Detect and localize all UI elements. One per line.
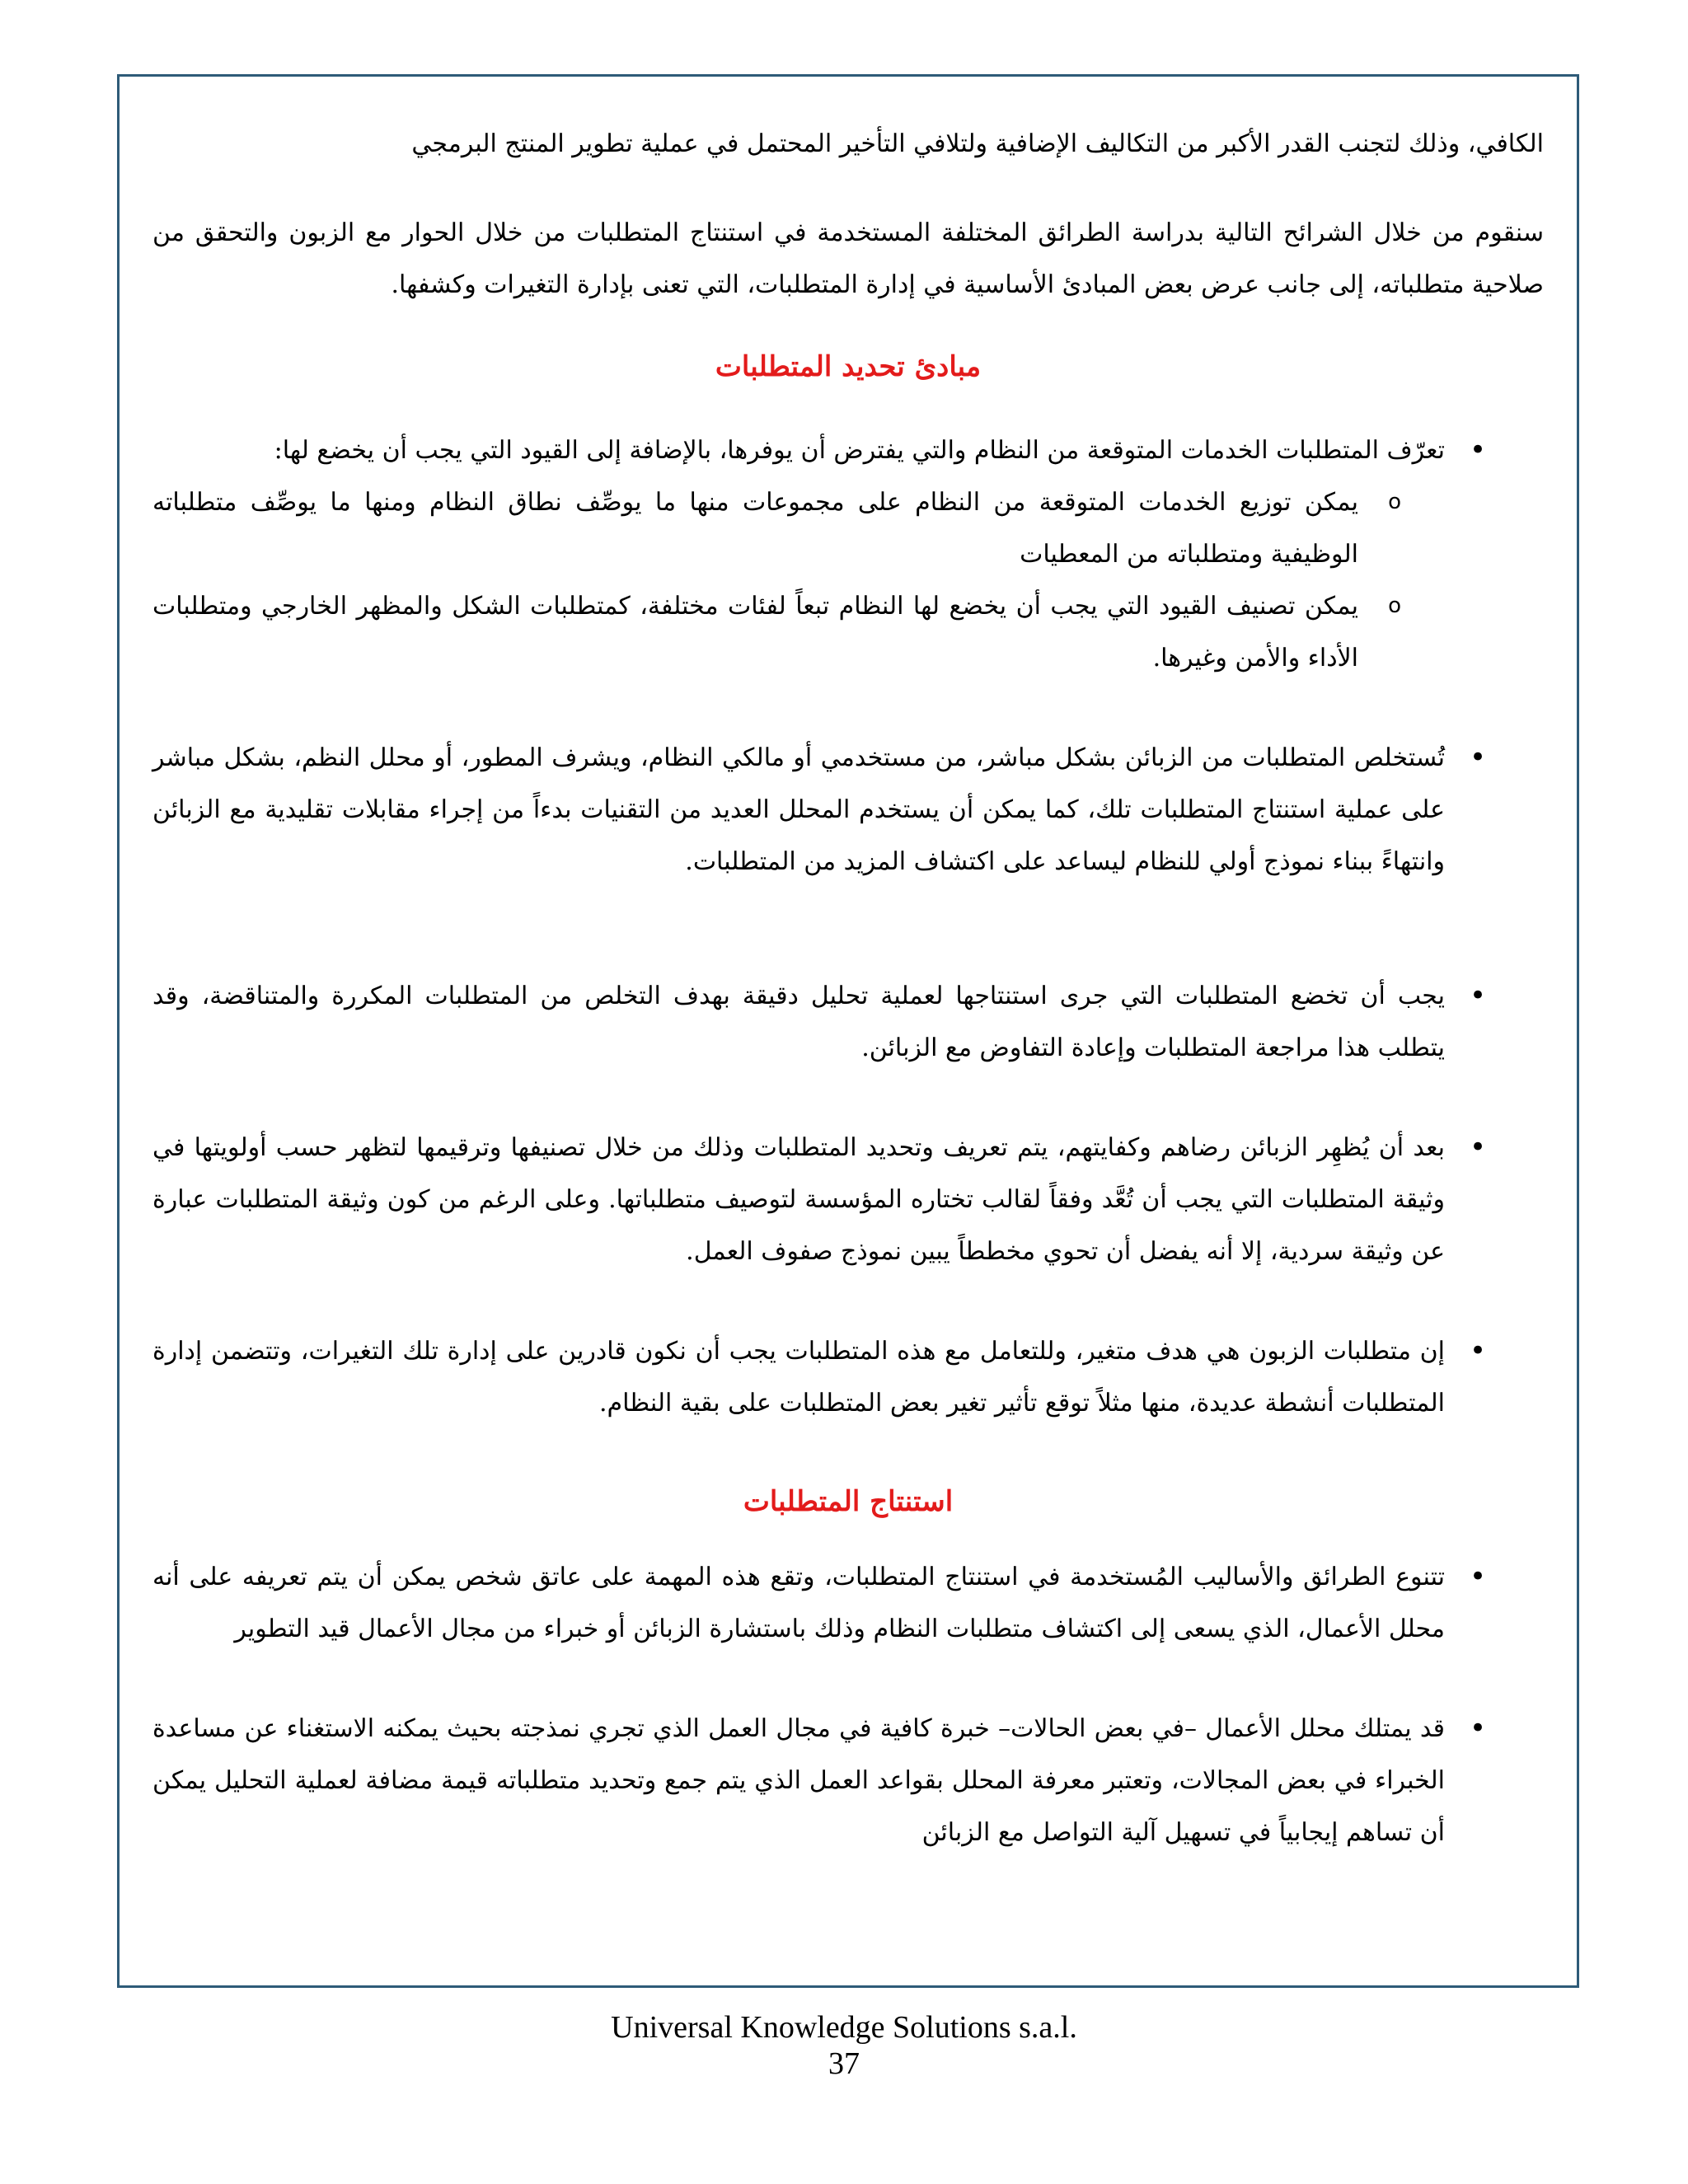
- page-number: 37: [828, 2046, 860, 2081]
- page-content: [152, 118, 1544, 1906]
- footer-company: Universal Knowledge Solutions s.a.l.: [611, 2010, 1077, 2045]
- principles-list: [152, 424, 1544, 1429]
- list-item: • تتنوع الطرائق والأساليب المُستخدمة في استنتاج المتطلبات، وتقع هذه المهمة على عاتق شخص يمكن أن يتم تعريفه على أنه محلل الأعمال، الذي يسعى إلى اكتشاف متطلبات النظام وذلك باستشارة الزبائن أو خبراء من مجال الأعمال قيد التطوير: [152, 1551, 1445, 1655]
- sub-list: [152, 476, 1445, 684]
- bullet-text: تعرّف المتطلبات الخدمات المتوقعة من النظام والتي يفترض أن يوفرها، بالإضافة إلى القيود التي يجب أن يخضع لها:: [274, 436, 1445, 465]
- list-item: • بعد أن يُظهِر الزبائن رضاهم وكفايتهم، يتم تعريف وتحديد المتطلبات وذلك من خلال تصنيفها وترقيمها لتظهر حسب أولويتها في وثيقة المتطلبات التي يجب أن تُعَّد وفقاً لقالب تختاره المؤسسة لتوصيف متطلباتها. وعلى الرغم من كون وثيقة المتطلبات عبارة عن وثيقة سردية، إلا أنه يفضل أن تحوي مخططاً يبين نموذج صفوف العمل.: [152, 1122, 1445, 1277]
- list-item: • إن متطلبات الزبون هي هدف متغير، وللتعامل مع هذه المتطلبات يجب أن نكون قادرين على إدارة تلك التغيرات، وتتضمن إدارة المتطلبات أنشطة عديدة، منها مثلاً توقع تأثير تغير بعض المتطلبات على بقية النظام.: [152, 1325, 1445, 1429]
- list-item: • يجب أن تخضع المتطلبات التي جرى استنتاجها لعملية تحليل دقيقة بهدف التخلص من المتطلبات المكررة والمتناقضة، وقد يتطلب هذا مراجعة المتطلبات وإعادة التفاوض مع الزبائن.: [152, 970, 1445, 1074]
- intro-paragraph-1: الكافي، وذلك لتجنب القدر الأكبر من التكاليف الإضافية ولتلافي التأخير المحتمل في عملية تطوير المنتج البرمجي: [411, 129, 1544, 158]
- section-heading-principles: مبادئ تحديد المتطلبات: [715, 350, 982, 383]
- sub-list-item: o يمكن توزيع الخدمات المتوقعة من النظام على مجموعات منها ما يوصِّف نطاق النظام ومنها ما يوصِّف متطلباته الوظيفية ومتطلباته من المعطيات: [152, 476, 1358, 580]
- list-item: • تُستخلص المتطلبات من الزبائن بشكل مباشر، من مستخدمي أو مالكي النظام، ويشرف المطور، أو محلل النظم، بشكل مباشر على عملية استنتاج المتطلبات تلك، كما يمكن أن يستخدم المحلل العديد من التقنيات بدءاً من إجراء مقابلات تقليدية مع الزبائن وانتهاءً ببناء نموذج أولي للنظام ليساعد على اكتشاف المزيد من المتطلبات.: [152, 732, 1445, 888]
- list-item: [152, 424, 1445, 684]
- sub-list-item: o يمكن تصنيف القيود التي يجب أن يخضع لها النظام تبعاً لفئات مختلفة، كمتطلبات الشكل والمظهر الخارجي ومتطلبات الأداء والأمن وغيرها.: [152, 580, 1358, 684]
- section-heading-elicitation: استنتاج المتطلبات: [743, 1485, 954, 1518]
- intro-paragraph-2: سنقوم من خلال الشرائح التالية بدراسة الطرائق المختلفة المستخدمة في استنتاج المتطلبات من خلال الحوار مع الزبون والتحقق من صلاحية متطلباته، إلى جانب عرض بعض المبادئ الأساسية في إدارة المتطلبات، التي تعنى بإدارة التغيرات وكشفها.: [152, 218, 1544, 299]
- list-item: • قد يمتلك محلل الأعمال –في بعض الحالات– خبرة كافية في مجال العمل الذي تجري نمذجته بحيث يمكنه الاستغناء عن مساعدة الخبراء في بعض المجالات، وتعتبر معرفة المحلل بقواعد العمل الذي يتم جمع وتحديد متطلباته قيمة مضافة لعملية التحليل يمكن أن تساهم إيجابياً في تسهيل آلية التواصل مع الزبائن: [152, 1703, 1445, 1858]
- page-frame: [117, 74, 1579, 1988]
- elicitation-list: [152, 1551, 1544, 1858]
- page-footer: [0, 2009, 1688, 2082]
